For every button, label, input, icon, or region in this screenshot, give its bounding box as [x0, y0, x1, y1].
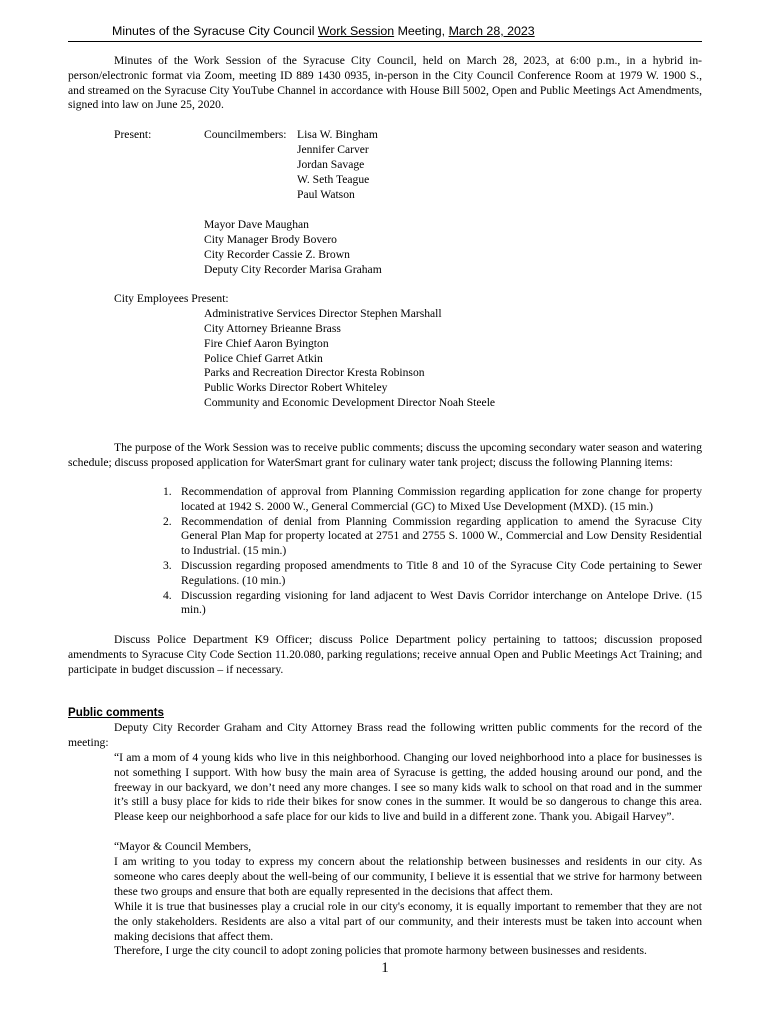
councilmember-name: Jennifer Carver [297, 143, 369, 156]
public-comments-heading: Public comments [68, 706, 164, 719]
employee-name: Administrative Services Director Stephen Marshall [204, 307, 442, 320]
employee-name: Community and Economic Development Director Noah Steele [204, 396, 496, 409]
councilmembers-label: Councilmembers: [204, 128, 287, 141]
purpose-paragraph: The purpose of the Work Session was to receive public comments; discuss the upcoming secondary water season and watering schedule; discuss proposed application for WaterSmart grant for culinary water tank project; discuss the following Planning items: [68, 441, 702, 469]
header-date: March 28, 2023 [448, 24, 535, 38]
official-name: City Manager Brody Bovero [204, 233, 337, 246]
page-header [112, 23, 702, 39]
item-text: Recommendation of approval from Planning Commission regarding application for zone change for property located at 1942 S. 2000 W., General Commercial (GC) to Mixed Use Development (MXD). (15 min.) [181, 485, 702, 513]
councilmember-name: Jordan Savage [297, 158, 365, 171]
comment-salutation: “Mayor & Council Members, [114, 840, 252, 853]
list-item [68, 485, 702, 515]
purpose-continued: Discuss Police Department K9 Officer; discuss Police Department policy pertaining to tattoos; discussion proposed amendments to Syracuse City Code Section 11.20.080, parking regulations; receive annual Open and Public Meetings Act Training; and participate in budget discussion – if necessary. [68, 633, 702, 676]
employee-name: Police Chief Garret Atkin [204, 352, 323, 365]
comment-paragraph: While it is true that businesses play a crucial role in our city's economy, it is equally important to remember that they are not the only stakeholders. Residents are also a vital part of our community, and their interests must be taken into account when making decisions that affect them. [114, 900, 702, 943]
public-comment-1: “I am a mom of 4 young kids who live in this neighborhood. Changing our loved neighborhood into a place for businesses is not something I support. With how busy the main area of Syracuse is getting, the added housing around our pond, and the freeway in our backyard, we don’t need any more changes. I see so many kids walk to school on that road and in the summer it’s still a busy place for kids to ride their bikes for snow cones in the summer. It would be so dangerous to change this area. Please keep our neighborhood a safe place for our kids to live and build in a different zone. Thank you. Abigail Harvey”. [114, 751, 702, 824]
official-name: City Recorder Cassie Z. Brown [204, 248, 350, 261]
present-label: Present: [114, 128, 152, 141]
councilmember-name: Paul Watson [297, 188, 355, 201]
item-text: Discussion regarding visioning for land adjacent to West Davis Corridor interchange on Antelope Drive. (15 min.) [181, 588, 702, 617]
header-session-type: Work Session [317, 24, 395, 38]
item-text: Recommendation of denial from Planning Commission regarding application to amend the Syracuse City General Plan Map for property located at 2751 and 2755 S. 1000 W., Commercial and Low Density Residential to Industrial. (15 min.) [181, 514, 702, 558]
item-number: 4. [163, 588, 172, 602]
employee-name: City Attorney Brieanne Brass [204, 322, 341, 335]
page-number: 1 [381, 960, 389, 976]
employee-name: Parks and Recreation Director Kresta Robinson [204, 366, 425, 379]
item-number: 1. [163, 485, 172, 498]
header-prefix: Minutes of the Syracuse City Council [112, 24, 318, 38]
official-name: Mayor Dave Maughan [204, 218, 309, 231]
councilmember-name: Lisa W. Bingham [297, 128, 378, 141]
planning-items-list [68, 485, 702, 618]
header-middle: Meeting, [394, 24, 449, 38]
intro-paragraph: Minutes of the Work Session of the Syracuse City Council, held on March 28, 2023, at 6:00 p.m., in a hybrid in-person/electronic format via Zoom, meeting ID 889 1430 0935, in-person in the City Council Conference Room at 1979 W. 1900 S., and streamed on the Syracuse City YouTube Channel in accordance with House Bill 5002, Open and Public Meetings Act Amendments, signed into law on June 25, 2020. [68, 54, 702, 112]
list-item [68, 589, 702, 619]
list-item [68, 559, 702, 589]
item-text: Discussion regarding proposed amendments to Title 8 and 10 of the Syracuse City Code pertaining to Sewer Regulations. (10 min.) [181, 558, 702, 587]
employee-name: Fire Chief Aaron Byington [204, 337, 329, 350]
item-number: 3. [163, 558, 172, 572]
comment-paragraph: I am writing to you today to express my concern about the relationship between businesses and residents in our city. As someone who cares deeply about the well-being of our community, I believe it is essential that we strive for harmony between these two groups and ensure that both are equally represented in the decisions that affect them. [114, 855, 702, 898]
header-rule [68, 41, 702, 42]
employees-label: City Employees Present: [114, 292, 229, 305]
comment-paragraph: Therefore, I urge the city council to adopt zoning policies that promote harmony between businesses and residents. [114, 944, 647, 957]
official-name: Deputy City Recorder Marisa Graham [204, 263, 382, 276]
councilmember-name: W. Seth Teague [297, 173, 370, 186]
list-item [68, 515, 702, 559]
employee-name: Public Works Director Robert Whiteley [204, 381, 388, 394]
item-number: 2. [163, 514, 172, 528]
public-comments-intro: Deputy City Recorder Graham and City Attorney Brass read the following written public comments for the record of the meeting: [68, 721, 702, 749]
